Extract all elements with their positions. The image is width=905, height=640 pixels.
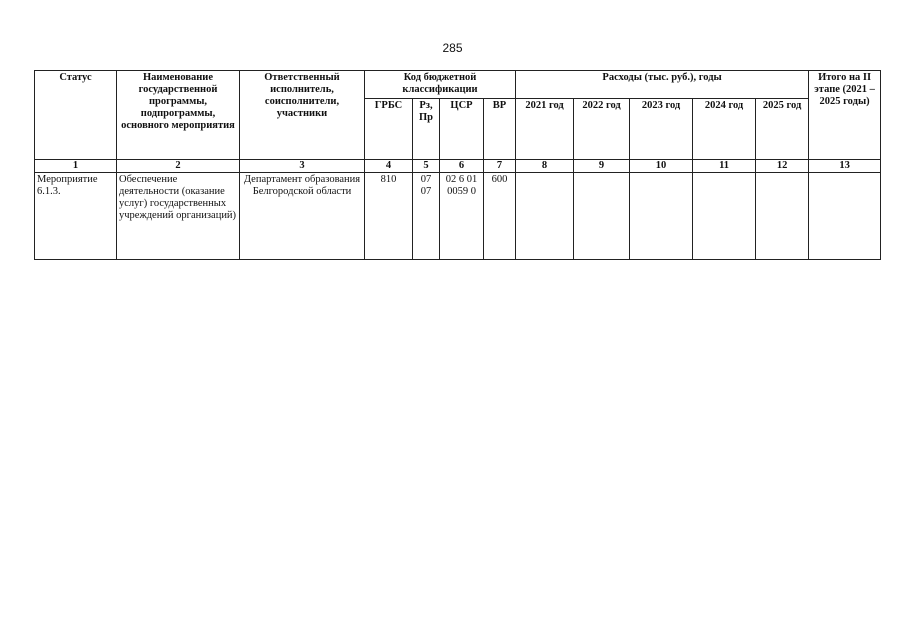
cell-vr: 600	[484, 173, 516, 260]
header-rzpr: Рз, Пр	[413, 99, 440, 160]
table-row	[35, 173, 881, 260]
column-number: 4	[365, 160, 413, 173]
cell-status: Мероприятие 6.1.3.	[35, 173, 117, 260]
cell-csr: 02 6 01 0059 0	[440, 173, 484, 260]
header-budget-code: Код бюджетной классификации	[365, 71, 516, 99]
cell-2022	[574, 173, 630, 260]
cell-name: Обеспечение деятельности (оказание услуг) государственных учреждений организаций)	[117, 173, 240, 260]
cell-2025	[756, 173, 809, 260]
cell-rzpr: 07 07	[413, 173, 440, 260]
cell-total	[809, 173, 881, 260]
column-number: 9	[574, 160, 630, 173]
cell-2021	[516, 173, 574, 260]
header-name: Наименование государственной программы, подпрограммы, основного мероприятия	[117, 71, 240, 160]
header-2021: 2021 год	[516, 99, 574, 160]
cell-2023	[630, 173, 693, 260]
header-responsible: Ответственный исполнитель, соисполнители, участники	[240, 71, 365, 160]
header-2025: 2025 год	[756, 99, 809, 160]
column-number: 6	[440, 160, 484, 173]
column-number: 1	[35, 160, 117, 173]
budget-table	[34, 70, 881, 260]
column-number: 13	[809, 160, 881, 173]
column-number: 2	[117, 160, 240, 173]
header-csr: ЦСР	[440, 99, 484, 160]
column-number: 10	[630, 160, 693, 173]
cell-2024	[693, 173, 756, 260]
header-2024: 2024 год	[693, 99, 756, 160]
page-number: 285	[442, 41, 463, 55]
column-number: 11	[693, 160, 756, 173]
cell-grbs: 810	[365, 173, 413, 260]
header-grbs: ГРБС	[365, 99, 413, 160]
column-number: 7	[484, 160, 516, 173]
column-number: 5	[413, 160, 440, 173]
cell-responsible: Департамент образования Белгородской области	[240, 173, 365, 260]
header-vr: ВР	[484, 99, 516, 160]
header-2023: 2023 год	[630, 99, 693, 160]
header-2022: 2022 год	[574, 99, 630, 160]
header-total: Итого на II этапе (2021 – 2025 годы)	[809, 71, 881, 160]
column-number: 8	[516, 160, 574, 173]
header-row-top	[35, 71, 881, 99]
header-expenses: Расходы (тыс. руб.), годы	[516, 71, 809, 99]
header-status: Статус	[35, 71, 117, 160]
column-number: 12	[756, 160, 809, 173]
column-number: 3	[240, 160, 365, 173]
column-number-row	[35, 160, 881, 173]
